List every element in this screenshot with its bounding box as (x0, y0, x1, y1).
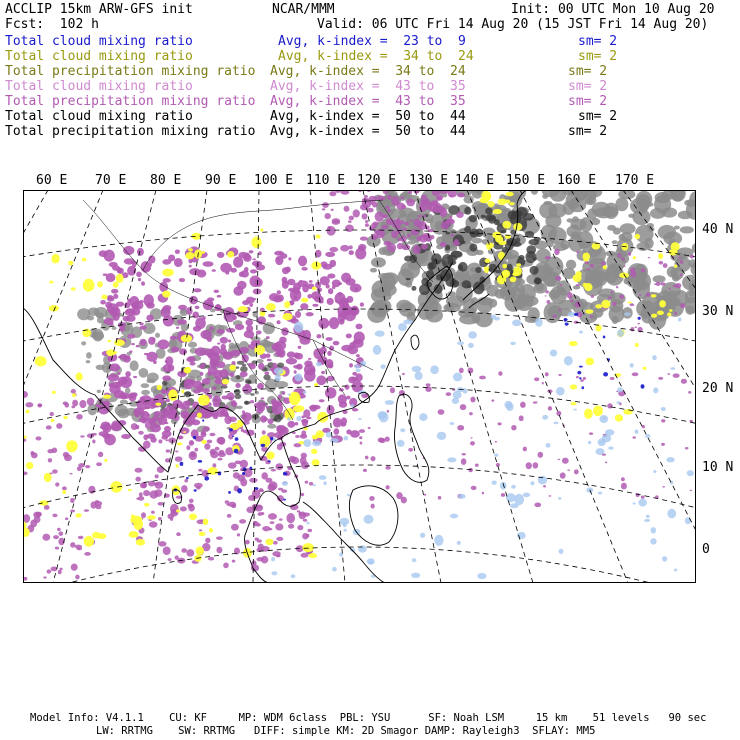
legend-sm-4: sm= 2 (568, 94, 608, 109)
longitude-label: 100 E (254, 173, 294, 188)
legend-avg-3: Avg, k-index = 43 to 35 (270, 79, 466, 94)
weather-map (23, 190, 696, 583)
legend-sm-0: sm= 2 (578, 34, 618, 49)
legend-sm-1: sm= 2 (578, 49, 618, 64)
legend-field-3: Total cloud mixing ratio (5, 79, 193, 94)
latitude-label: 30 N (702, 304, 734, 319)
latitude-label: 0 (702, 542, 710, 557)
latitude-label: 40 N (702, 222, 734, 237)
longitude-label: 90 E (205, 173, 237, 188)
legend-sm-5: sm= 2 (578, 109, 618, 124)
longitude-label: 170 E (615, 173, 655, 188)
longitude-label: 140 E (455, 173, 495, 188)
legend-avg-0: Avg, k-index = 23 to 9 (278, 34, 466, 49)
model-info-line1: Model Info: V4.1.1 CU: KF MP: WDM 6class PBL: YSU SF: Noah LSM 15 km 51 levels 90 sec (30, 712, 707, 724)
latitude-label: 10 N (702, 460, 734, 475)
longitude-label: 160 E (557, 173, 597, 188)
latitude-label: 20 N (702, 381, 734, 396)
legend-field-5: Total cloud mixing ratio (5, 109, 193, 124)
init-time: Init: 00 UTC Mon 10 Aug 20 (511, 2, 715, 17)
legend-field-0: Total cloud mixing ratio (5, 34, 193, 49)
legend-sm-2: sm= 2 (568, 64, 608, 79)
longitude-label: 60 E (36, 173, 68, 188)
legend-avg-1: Avg, k-index = 34 to 24 (278, 49, 474, 64)
longitude-label: 110 E (306, 173, 346, 188)
legend-sm-6: sm= 2 (568, 124, 608, 139)
longitude-label: 130 E (409, 173, 449, 188)
longitude-label: 80 E (150, 173, 182, 188)
legend-field-2: Total precipitation mixing ratio (5, 64, 256, 79)
legend-field-1: Total cloud mixing ratio (5, 49, 193, 64)
legend-avg-4: Avg, k-index = 43 to 35 (270, 94, 466, 109)
valid-time: Valid: 06 UTC Fri 14 Aug 20 (15 JST Fri 14 Aug 20) (317, 17, 709, 32)
legend-avg-6: Avg, k-index = 50 to 44 (270, 124, 466, 139)
plot-title: ACCLIP 15km ARW-GFS init (5, 2, 193, 17)
legend-sm-3: sm= 2 (568, 79, 608, 94)
forecast-hour: Fcst: 102 h (5, 17, 99, 32)
legend-avg-5: Avg, k-index = 50 to 44 (270, 109, 466, 124)
longitude-label: 150 E (506, 173, 546, 188)
legend-field-4: Total precipitation mixing ratio (5, 94, 256, 109)
legend-avg-2: Avg, k-index = 34 to 24 (270, 64, 466, 79)
legend-field-6: Total precipitation mixing ratio (5, 124, 256, 139)
organization-label: NCAR/MMM (272, 2, 335, 17)
longitude-label: 70 E (95, 173, 127, 188)
model-info-line2: LW: RRTMG SW: RRTMG DIFF: simple KM: 2D Smagor DAMP: Rayleigh3 SFLAY: MM5 (96, 725, 596, 737)
longitude-label: 120 E (357, 173, 397, 188)
